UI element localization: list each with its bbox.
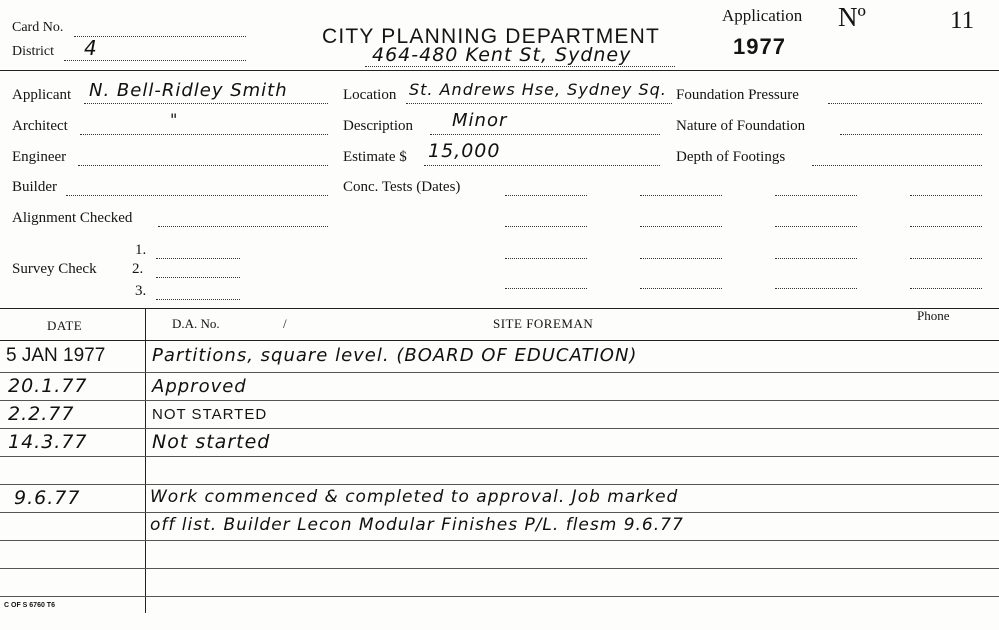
estimate-label: Estimate $	[343, 149, 407, 165]
foundation-pressure-label: Foundation Pressure	[676, 87, 799, 103]
conc-line-r1-c2	[640, 195, 722, 196]
district-label: District	[12, 44, 54, 59]
architect-value: "	[170, 110, 179, 129]
alignment-line	[158, 226, 328, 227]
conc-line-r4-c2	[640, 288, 722, 289]
applicant-value: N. Bell-Ridley Smith	[89, 80, 288, 101]
engineer-line	[78, 165, 328, 166]
description-label: Description	[343, 118, 413, 134]
site-foreman-header: SITE FOREMAN	[493, 316, 594, 331]
nature-of-foundation-label: Nature of Foundation	[676, 118, 806, 134]
log-line-2	[0, 400, 999, 401]
location-line	[406, 103, 672, 104]
survey-number-1: 1.	[135, 242, 147, 258]
log-header-rule	[0, 340, 999, 341]
date-header: DATE	[47, 318, 83, 333]
log-top-rule	[0, 308, 999, 309]
survey-line-1	[156, 258, 240, 259]
description-value: Minor	[452, 110, 508, 131]
description-line	[430, 134, 660, 135]
survey-check-label: Survey Check	[12, 261, 97, 277]
conc-line-r4-c1	[505, 288, 587, 289]
survey-number-2: 2.	[132, 261, 144, 277]
entry-text-4: Not started	[152, 431, 271, 453]
log-line-4	[0, 456, 999, 457]
conc-line-r3-c3	[775, 258, 857, 259]
conc-line-r3-c2	[640, 258, 722, 259]
application-number: 11	[950, 7, 975, 34]
phone-header: Phone	[917, 308, 950, 323]
number-symbol: Nº	[838, 2, 866, 32]
department-title: CITY PLANNING DEPARTMENT	[322, 25, 661, 48]
estimate-value: 15,000	[428, 140, 501, 162]
entry-text-1: Partitions, square level. (BOARD OF EDUCATION)	[152, 345, 638, 366]
entry-date-1: 5 JAN 1977	[6, 345, 106, 366]
log-line-6	[0, 512, 999, 513]
conc-line-r3-c1	[505, 258, 587, 259]
engineer-label: Engineer	[12, 149, 67, 165]
entry-text-6: off list. Builder Lecon Modular Finishes P/L. flesm 9.6.77	[150, 515, 684, 535]
card-no-line	[74, 36, 246, 37]
card-no-label: Card No.	[12, 20, 64, 35]
alignment-label: Alignment Checked	[12, 210, 133, 226]
conc-line-r4-c4	[910, 288, 982, 289]
depth-of-footings-label: Depth of Footings	[676, 149, 786, 165]
nature-of-foundation-line	[840, 134, 982, 135]
application-year: 1977	[733, 34, 786, 59]
da-no-header: D.A. No.	[172, 316, 220, 331]
foundation-pressure-line	[828, 103, 982, 104]
survey-line-3	[156, 299, 240, 300]
location-value: St. Andrews Hse, Sydney Sq.	[409, 80, 667, 99]
architect-line	[80, 134, 328, 135]
entry-date-2: 20.1.77	[8, 375, 88, 397]
conc-line-r2-c2	[640, 226, 722, 227]
entry-date-4: 14.3.77	[8, 431, 88, 453]
entry-date-5: 9.6.77	[14, 487, 81, 509]
conc-line-r2-c4	[910, 226, 982, 227]
survey-line-2	[156, 277, 240, 278]
district-line	[64, 60, 246, 61]
address-line	[365, 66, 675, 67]
builder-label: Builder	[12, 179, 57, 195]
conc-line-r2-c3	[775, 226, 857, 227]
conc-line-r3-c4	[910, 258, 982, 259]
form-code: C OF S 6760 T6	[4, 602, 55, 609]
log-line-3	[0, 428, 999, 429]
log-line-8	[0, 568, 999, 569]
conc-line-r2-c1	[505, 226, 587, 227]
log-line-7	[0, 540, 999, 541]
builder-line	[66, 195, 328, 196]
entry-text-3: NOT STARTED	[152, 406, 268, 423]
applicant-label: Applicant	[12, 87, 72, 103]
header-divider	[0, 70, 999, 71]
conc-tests-label: Conc. Tests (Dates)	[343, 179, 461, 195]
depth-of-footings-line	[812, 165, 982, 166]
conc-line-r1-c3	[775, 195, 857, 196]
architect-label: Architect	[12, 118, 68, 134]
survey-number-3: 3.	[135, 283, 147, 299]
entry-text-5: Work commenced & completed to approval. Job marked	[150, 487, 679, 507]
log-line-9	[0, 596, 999, 597]
da-no-slash: /	[283, 316, 287, 331]
conc-line-r1-c1	[505, 195, 587, 196]
conc-line-r1-c4	[910, 195, 982, 196]
district-value: 4	[84, 36, 98, 60]
conc-line-r4-c3	[775, 288, 857, 289]
log-line-5	[0, 484, 999, 485]
location-label: Location	[343, 87, 397, 103]
log-line-1	[0, 372, 999, 373]
entry-date-3: 2.2.77	[8, 403, 75, 425]
estimate-line	[424, 165, 660, 166]
department-address: 464-480 Kent St, Sydney	[372, 44, 632, 66]
application-label: Application	[722, 6, 803, 25]
entry-text-2: Approved	[152, 376, 247, 397]
applicant-line	[84, 103, 328, 104]
